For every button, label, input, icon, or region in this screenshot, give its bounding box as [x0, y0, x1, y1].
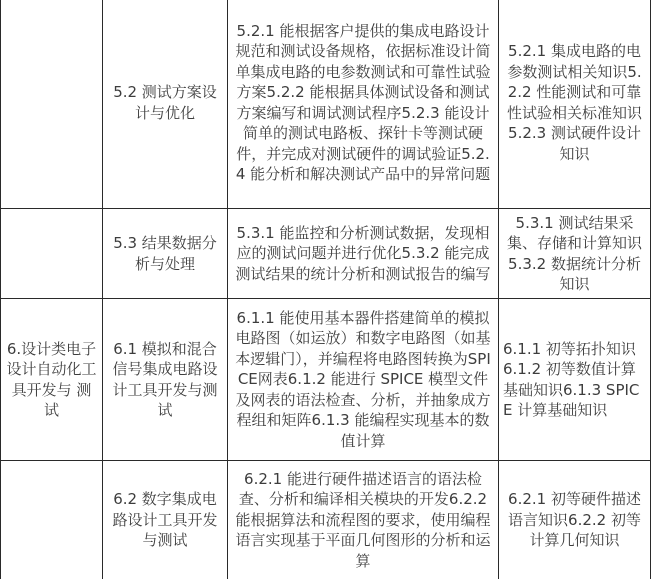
work-task-cell: 5.2 测试方案设计与优化 [103, 0, 228, 209]
related-knowledge-cell: 6.1.1 初等拓扑知识6.1.2 初等数值计算基础知识6.1.3 SPICE 计算基础知识 [499, 299, 651, 461]
table-row [1, 0, 651, 209]
skill-requirements-cell: 5.3.1 能监控和分析测试数据，发现相应的测试问题并进行优化5.3.2 能完成测试结果的统计分析和测试报告的编写 [228, 209, 499, 299]
work-area-cell [1, 0, 103, 209]
table-row [1, 209, 651, 299]
table-row [1, 299, 651, 461]
work-area-cell [1, 461, 103, 579]
skill-requirements-cell: 6.1.1 能使用基本器件搭建简单的模拟电路图（如运放）和数字电路图（如基本逻辑门），并编程将电路图转换为SPICE网表6.1.2 能进行 SPICE 模型文件及网表的语法检查、分析，并抽象成方程组和矩阵6.1.3 能编程实现基本的数值计算 [228, 299, 499, 461]
related-knowledge-cell: 5.3.1 测试结果采集、存储和计算知识5.3.2 数据统计分析知识 [499, 209, 651, 299]
work-task-cell: 6.2 数字集成电路设计工具开发与测试 [103, 461, 228, 579]
work-task-cell: 5.3 结果数据分析与处理 [103, 209, 228, 299]
work-task-cell: 6.1 模拟和混合信号集成电路设计工具开发与测试 [103, 299, 228, 461]
skill-requirements-cell: 6.2.1 能进行硬件描述语言的语法检查、分析和编译相关模块的开发6.2.2 能根据算法和流程图的要求，使用编程语言实现基于平面几何图形的分析和运算 [228, 461, 499, 579]
related-knowledge-cell: 6.2.1 初等硬件描述语言知识6.2.2 初等计算几何知识 [499, 461, 651, 579]
related-knowledge-cell: 5.2.1 集成电路的电参数测试相关知识5.2.2 性能测试和可靠性试验相关标准知识5.2.3 测试硬件设计知识 [499, 0, 651, 209]
table-row [1, 461, 651, 579]
work-area-cell [1, 209, 103, 299]
skill-requirements-cell: 5.2.1 能根据客户提供的集成电路设计规范和测试设备规格，依据标准设计简单集成电路的电参数测试和可靠性试验方案5.2.2 能根据具体测试设备和测试方案编写和调试测试程序5.2.3 能设计简单的测试电路板、探针卡等测试硬件，并完成对测试硬件的调试验证5.2.4 能分析和解决测试产品中的异常问题 [228, 0, 499, 209]
work-area-cell: 6.设计类电子 设计自动化工具开发与 测试 [1, 299, 103, 461]
